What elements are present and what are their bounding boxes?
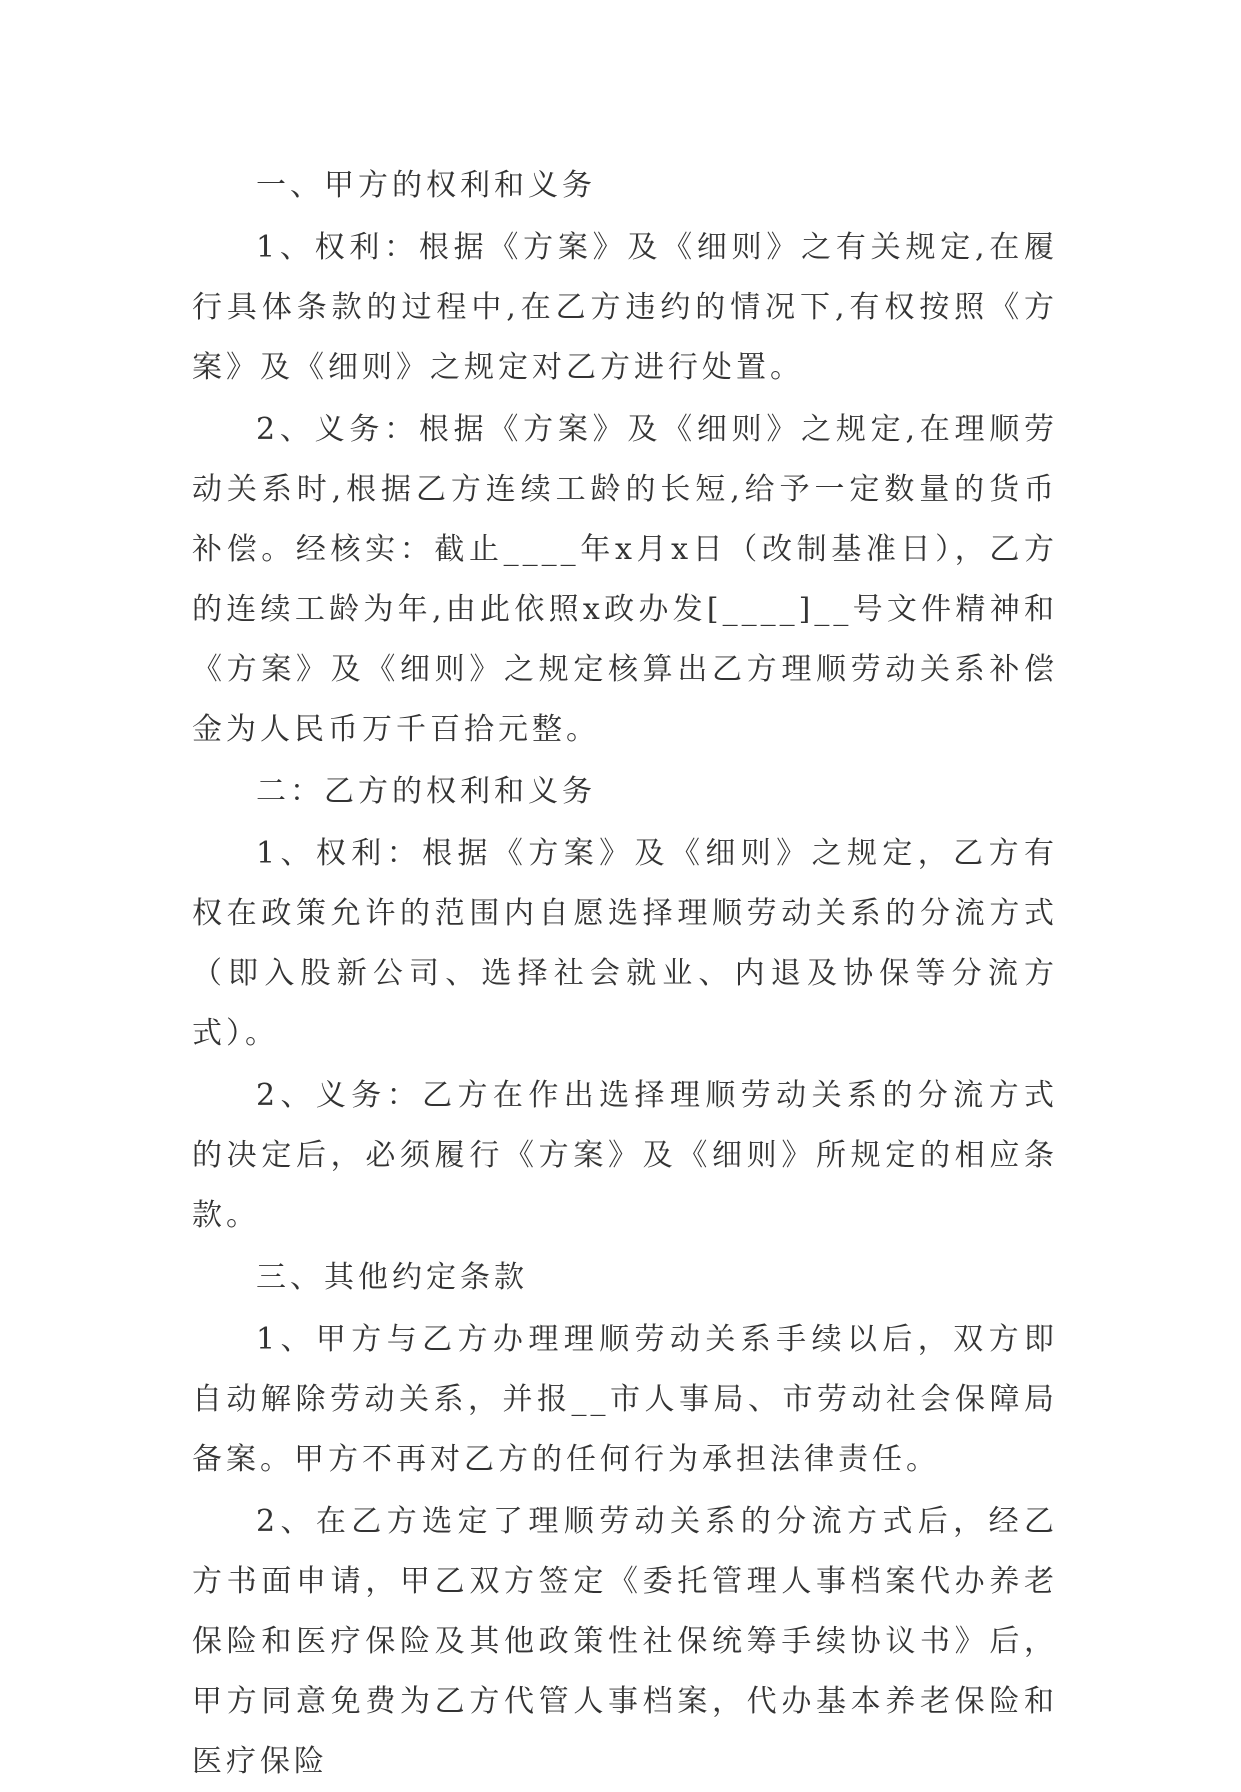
party-b-obligations-paragraph: 2、义务：乙方在作出选择理顺劳动关系的分流方式的决定后，必须履行《方案》及《细则》所规定的相应条款。 xyxy=(192,1078,1058,1233)
party-a-rights-paragraph: 1、权利：根据《方案》及《细则》之有关规定,在履行具体条款的过程中,在乙方违约的情况下,有权按照《方案》及《细则》之规定对乙方进行处置。 xyxy=(192,230,1058,385)
party-b-rights-paragraph: 1、权利：根据《方案》及《细则》之规定，乙方有权在政策允许的范围内自愿选择理顺劳动关系的分流方式（即入股新公司、选择社会就业、内退及协保等分流方式）。 xyxy=(192,836,1058,1051)
section-heading-party-b: 二：乙方的权利和义务 xyxy=(256,774,596,809)
party-a-obligations-paragraph: 2、义务：根据《方案》及《细则》之规定,在理顺劳动关系时,根据乙方连续工龄的长短,给予一定数量的货币补偿。经核实：截止____年x月x日（改制基准日），乙方的连续工龄为年,由此依照x政办发[____]__号文件精神和《方案》及《细则》之规定核算出乙方理顺劳动关系补偿金为人民币万千百拾元整。 xyxy=(192,412,1058,747)
section-heading-party-a: 一、甲方的权利和义务 xyxy=(256,168,596,203)
section-heading-other-terms: 三、其他约定条款 xyxy=(256,1260,528,1295)
other-terms-clause-1: 1、甲方与乙方办理理顺劳动关系手续以后，双方即自动解除劳动关系，并报__市人事局、市劳动社会保障局备案。甲方不再对乙方的任何行为承担法律责任。 xyxy=(192,1322,1058,1477)
other-terms-clause-2: 2、在乙方选定了理顺劳动关系的分流方式后，经乙方书面申请，甲乙双方签定《委托管理人事档案代办养老保险和医疗保险及其他政策性社保统筹手续协议书》后，甲方同意免费为乙方代管人事档案，代办基本养老保险和医疗保险 xyxy=(192,1504,1058,1779)
document-body xyxy=(192,156,1058,1792)
